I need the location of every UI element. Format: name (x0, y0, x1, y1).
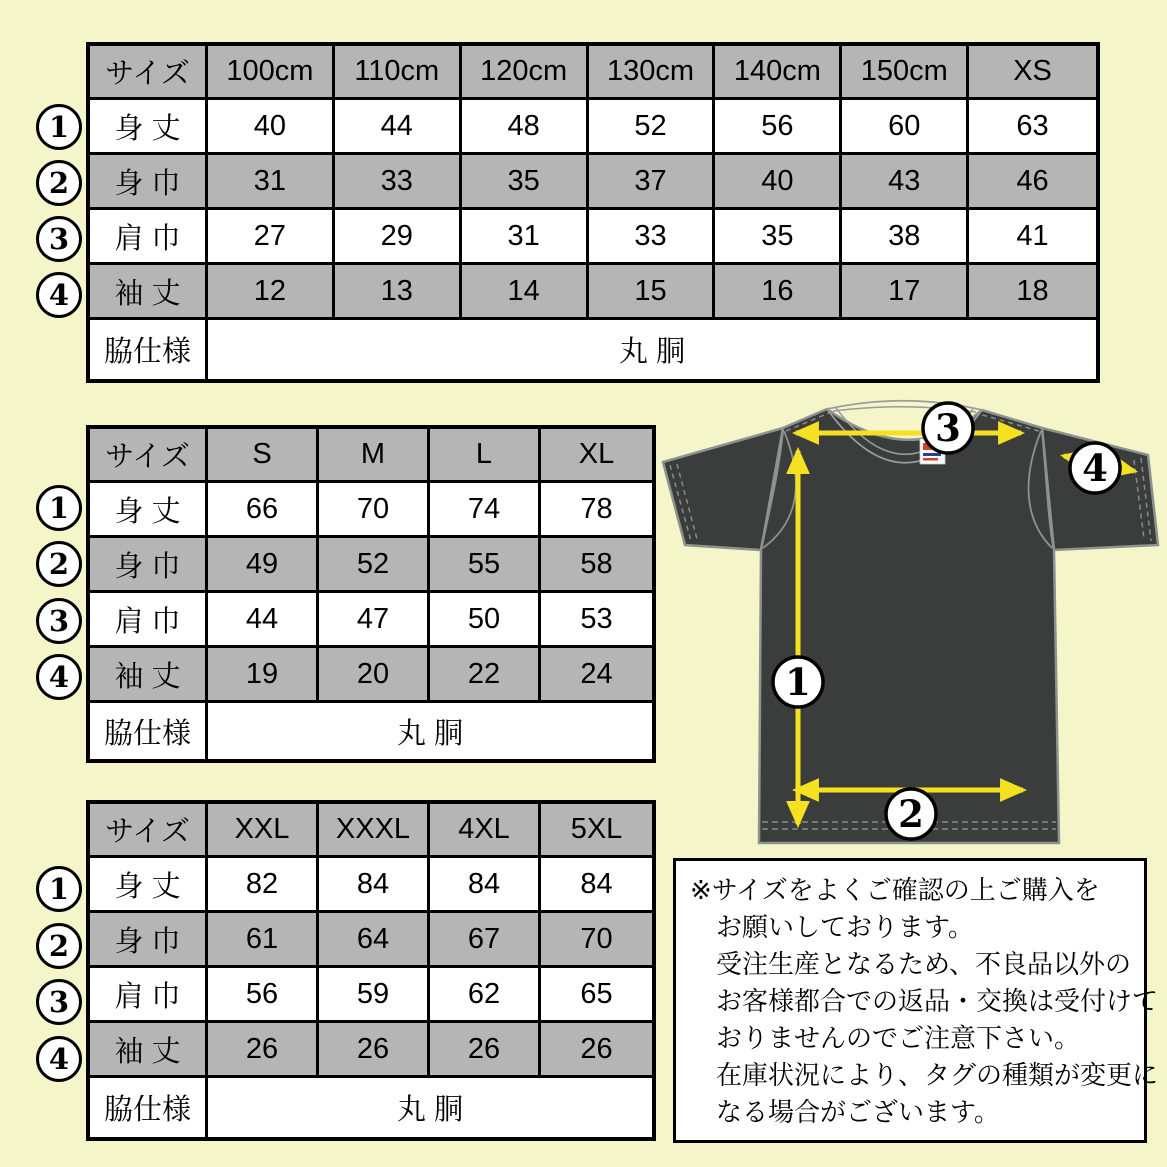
row-label: 身 丈 (90, 100, 208, 155)
row-label: 袖 丈 (90, 1023, 208, 1078)
size-column-header: XL (541, 429, 652, 483)
size-value: 46 (969, 155, 1096, 210)
size-value: 53 (541, 593, 652, 648)
size-value: 64 (319, 913, 430, 968)
size-value: 40 (208, 100, 335, 155)
notice-line: 在庫状況により、タグの種類が変更に (716, 1060, 1159, 1090)
row-marker-2: 2 (36, 160, 82, 206)
diagram-marker-3 (923, 403, 973, 453)
size-value: 74 (430, 483, 541, 538)
size-value: 63 (969, 100, 1096, 155)
size-value: 33 (335, 155, 462, 210)
footer-value: 丸 胴 (208, 703, 652, 759)
row-label: 袖 丈 (90, 265, 208, 320)
size-value: 40 (715, 155, 842, 210)
tshirt-body (759, 409, 1059, 843)
size-header-label: サイズ (90, 46, 208, 100)
size-value: 19 (208, 648, 319, 703)
size-value: 82 (208, 858, 319, 913)
row-marker-3: 3 (36, 598, 82, 644)
size-column-header: 150cm (842, 46, 969, 100)
row-marker-4: 4 (36, 654, 82, 700)
svg-text:3: 3 (935, 406, 961, 450)
footer-value: 丸 胴 (208, 1078, 652, 1137)
row-label: 身 丈 (90, 858, 208, 913)
diagram-marker-4 (1070, 443, 1120, 493)
svg-text:2: 2 (898, 792, 924, 836)
size-value: 29 (335, 210, 462, 265)
size-value: 44 (335, 100, 462, 155)
size-value: 58 (541, 538, 652, 593)
size-value: 44 (208, 593, 319, 648)
notice-line: お願いしております。 (716, 912, 974, 942)
size-header-label: サイズ (90, 804, 208, 858)
tshirt-measurement-diagram (655, 398, 1165, 858)
size-value: 22 (430, 648, 541, 703)
size-value: 56 (715, 100, 842, 155)
size-value: 24 (541, 648, 652, 703)
adult-size-table (86, 425, 656, 763)
size-value: 78 (541, 483, 652, 538)
row-label: 肩 巾 (90, 593, 208, 648)
size-value: 14 (462, 265, 589, 320)
size-value: 33 (589, 210, 716, 265)
size-value: 13 (335, 265, 462, 320)
size-value: 84 (319, 858, 430, 913)
row-marker-2: 2 (36, 541, 82, 587)
size-column-header: 130cm (589, 46, 716, 100)
footer-label: 脇仕様 (90, 1078, 208, 1137)
row-label: 身 丈 (90, 483, 208, 538)
size-value: 35 (715, 210, 842, 265)
row-label: 肩 巾 (90, 210, 208, 265)
size-column-header: 140cm (715, 46, 842, 100)
size-column-header: M (319, 429, 430, 483)
row-marker-3: 3 (36, 979, 82, 1025)
row-label: 身 巾 (90, 538, 208, 593)
size-value: 38 (842, 210, 969, 265)
notice-line: ※サイズをよくご確認の上ご購入を (690, 875, 1100, 905)
size-value: 49 (208, 538, 319, 593)
big-size-table (86, 800, 656, 1141)
size-value: 52 (589, 100, 716, 155)
size-column-header: 4XL (430, 804, 541, 858)
size-column-header: XXXL (319, 804, 430, 858)
size-value: 50 (430, 593, 541, 648)
size-value: 17 (842, 265, 969, 320)
row-marker-4: 4 (36, 1036, 82, 1082)
size-value: 18 (969, 265, 1096, 320)
purchase-notice-box (673, 858, 1159, 1143)
size-value: 43 (842, 155, 969, 210)
size-value: 52 (319, 538, 430, 593)
size-value: 70 (319, 483, 430, 538)
size-value: 16 (715, 265, 842, 320)
size-value: 31 (208, 155, 335, 210)
size-value: 26 (430, 1023, 541, 1078)
size-value: 27 (208, 210, 335, 265)
kids-size-table (86, 42, 1100, 383)
size-column-header: XS (969, 46, 1096, 100)
size-value: 65 (541, 968, 652, 1023)
size-value: 61 (208, 913, 319, 968)
size-value: 20 (319, 648, 430, 703)
size-header-label: サイズ (90, 429, 208, 483)
size-value: 41 (969, 210, 1096, 265)
footer-label: 脇仕様 (90, 703, 208, 759)
size-column-header: 5XL (541, 804, 652, 858)
size-value: 62 (430, 968, 541, 1023)
notice-line: おりませんのでご注意下さい。 (716, 1023, 1081, 1053)
row-label: 身 巾 (90, 913, 208, 968)
svg-text:1: 1 (785, 660, 811, 704)
size-column-header: XXL (208, 804, 319, 858)
size-value: 47 (319, 593, 430, 648)
size-column-header: 100cm (208, 46, 335, 100)
size-value: 70 (541, 913, 652, 968)
size-value: 12 (208, 265, 335, 320)
row-marker-1: 1 (36, 866, 82, 912)
size-value: 84 (430, 858, 541, 913)
size-column-header: 110cm (335, 46, 462, 100)
diagram-marker-1 (773, 657, 823, 707)
size-value: 59 (319, 968, 430, 1023)
diagram-marker-2 (886, 789, 936, 839)
row-marker-1: 1 (36, 485, 82, 531)
size-value: 37 (589, 155, 716, 210)
size-value: 56 (208, 968, 319, 1023)
notice-line: なる場合がございます。 (716, 1097, 1000, 1127)
svg-text:4: 4 (1082, 446, 1108, 490)
size-value: 66 (208, 483, 319, 538)
size-value: 55 (430, 538, 541, 593)
size-value: 31 (462, 210, 589, 265)
size-column-header: S (208, 429, 319, 483)
row-marker-2: 2 (36, 923, 82, 969)
size-value: 26 (208, 1023, 319, 1078)
size-column-header: L (430, 429, 541, 483)
size-value: 48 (462, 100, 589, 155)
footer-label: 脇仕様 (90, 320, 208, 379)
row-marker-4: 4 (36, 272, 82, 318)
row-label: 身 巾 (90, 155, 208, 210)
footer-value: 丸 胴 (208, 320, 1096, 379)
row-marker-1: 1 (36, 104, 82, 150)
size-value: 15 (589, 265, 716, 320)
size-value: 60 (842, 100, 969, 155)
size-value: 84 (541, 858, 652, 913)
size-value: 67 (430, 913, 541, 968)
size-column-header: 120cm (462, 46, 589, 100)
row-marker-3: 3 (36, 216, 82, 262)
size-value: 26 (541, 1023, 652, 1078)
row-label: 袖 丈 (90, 648, 208, 703)
size-value: 35 (462, 155, 589, 210)
row-label: 肩 巾 (90, 968, 208, 1023)
notice-line: 受注生産となるため、不良品以外の (716, 949, 1131, 979)
notice-line: お客様都合での返品・交換は受付けて (716, 986, 1159, 1016)
size-value: 26 (319, 1023, 430, 1078)
